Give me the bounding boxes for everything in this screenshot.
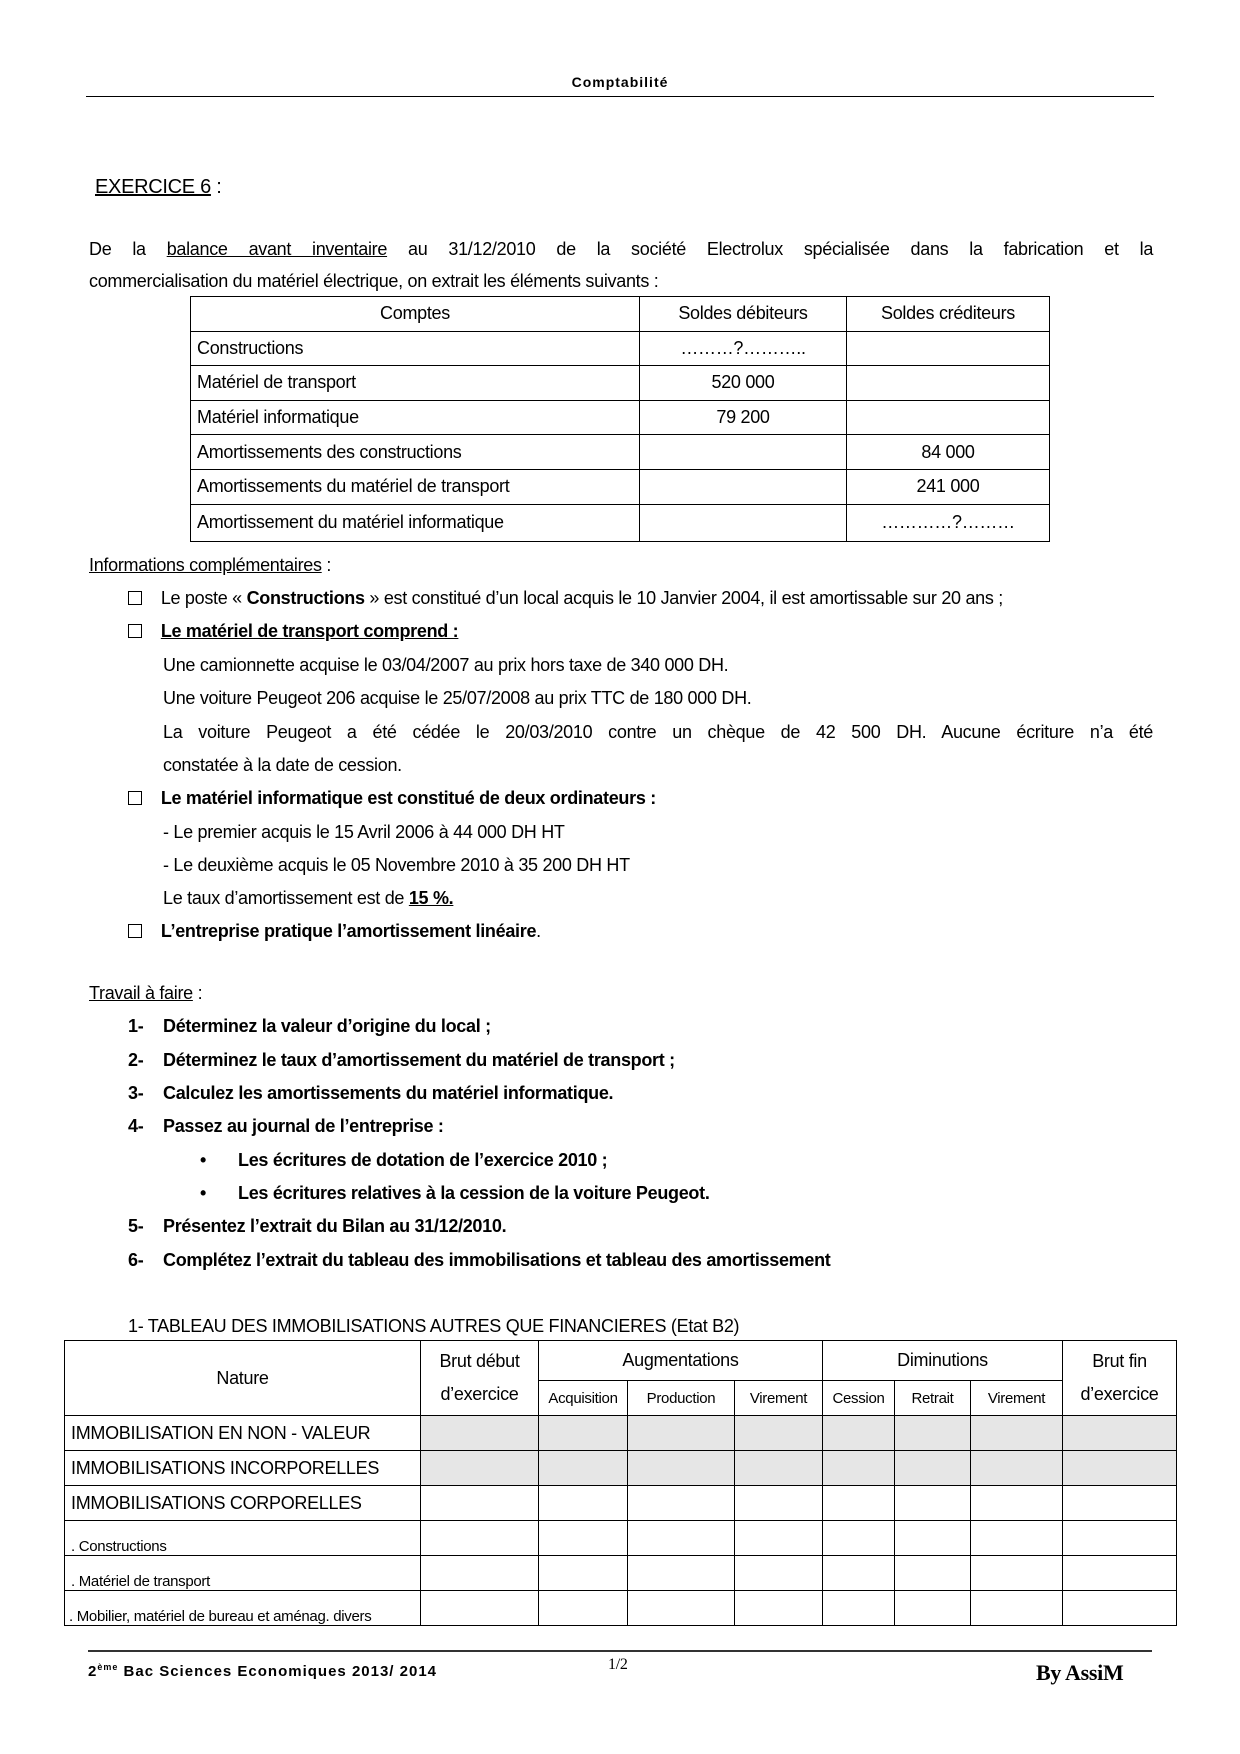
- info-line: Une voiture Peugeot 206 acquise le 25/07/2008 au prix TTC de 180 000 DH.: [163, 688, 752, 708]
- table-row: Amortissement du matériel informatique …………?………: [191, 504, 1050, 541]
- table-row: Constructions ………?………..: [191, 331, 1050, 366]
- work-item: 1- Déterminez la valeur d’origine du local ;: [128, 1016, 491, 1036]
- info-line: La voiture Peugeot a été cédée le 20/03/2010 contre un chèque de 42 500 DH. Aucune écriture n’a été: [163, 722, 1153, 742]
- table-row: Matériel informatique 79 200: [191, 400, 1050, 435]
- info-line: constatée à la date de cession.: [163, 755, 402, 775]
- table-row: . Constructions: [65, 1521, 1177, 1556]
- info-title: Informations complémentaires :: [89, 555, 332, 575]
- balance-table: [190, 296, 1050, 542]
- table-row: Amortissements du matériel de transport 241 000: [191, 469, 1050, 504]
- work-subitem: • Les écritures de dotation de l’exercice 2010 ;: [200, 1150, 608, 1170]
- info-bullet-1: Le poste « Constructions » est constitué d’un local acquis le 10 Janvier 2004, il est amortissable sur 20 ans ;: [128, 588, 1003, 609]
- author: By AssiM: [1036, 1660, 1124, 1685]
- header-rule: [86, 96, 1154, 97]
- work-item: 3- Calculez les amortissements du matériel informatique.: [128, 1083, 614, 1103]
- checkbox-icon: [128, 591, 142, 605]
- table-row: IMMOBILISATIONS INCORPORELLES: [65, 1451, 1177, 1486]
- intro-line-1: De la balance avant inventaire au 31/12/2010 de la société Electrolux spécialisée dans la fabrication et la: [89, 239, 1154, 259]
- table-header-row: Comptes Soldes débiteurs Soldes créditeurs: [191, 297, 1050, 332]
- immobilisations-table: Nature Brut début d’exercice Augmentations Diminutions Brut fin d’exercice Acquisition Production Virement Cession Retrait Virement IMMOBILISATION EN NON - VALEUR IMMOBILISATIONS INCORPORELLES IMMOBILISATIONS CORPORELLES . Constructions . Matériel de transport . Mobilier, matériel de bureau et aménag. divers: [64, 1340, 1177, 1626]
- info-bullet-4: L’entreprise pratique l’amortissement linéaire.: [128, 921, 541, 942]
- info-line: Le taux d’amortissement est de 15 %.: [163, 888, 454, 908]
- work-item: 6- Complétez l’extrait du tableau des immobilisations et tableau des amortissement: [128, 1250, 831, 1270]
- table-row: . Matériel de transport: [65, 1556, 1177, 1591]
- info-bullet-2: Le matériel de transport comprend :: [128, 621, 458, 642]
- info-line: Une camionnette acquise le 03/04/2007 au prix hors taxe de 340 000 DH.: [163, 655, 729, 675]
- footer-level: 2ème Bac Sciences Economiques 2013/ 2014: [88, 1662, 438, 1680]
- info-line: - Le deuxième acquis le 05 Novembre 2010 à 35 200 DH HT: [163, 855, 630, 875]
- footer-rule: [88, 1650, 1152, 1652]
- work-title: Travail à faire :: [89, 983, 203, 1003]
- checkbox-icon: [128, 624, 142, 638]
- intro-line-2: commercialisation du matériel électrique, on extrait les éléments suivants :: [89, 271, 659, 291]
- immo-table-title: 1- TABLEAU DES IMMOBILISATIONS AUTRES QUE FINANCIERES (Etat B2): [128, 1316, 740, 1336]
- header-title: Comptabilité: [571, 74, 669, 90]
- work-item: 2- Déterminez le taux d’amortissement du matériel de transport ;: [128, 1050, 675, 1070]
- table-row: . Mobilier, matériel de bureau et aménag. divers: [65, 1591, 1177, 1626]
- checkbox-icon: [128, 924, 142, 938]
- table-row: IMMOBILISATION EN NON - VALEUR: [65, 1416, 1177, 1451]
- exercise-title: EXERCICE 6 :: [95, 176, 222, 198]
- bullet-icon: •: [200, 1150, 207, 1170]
- bullet-icon: •: [200, 1183, 207, 1203]
- info-bullet-3: Le matériel informatique est constitué de deux ordinateurs :: [128, 788, 656, 809]
- work-item: 4- Passez au journal de l’entreprise :: [128, 1116, 444, 1136]
- info-line: - Le premier acquis le 15 Avril 2006 à 44 000 DH HT: [163, 822, 565, 842]
- work-subitem: • Les écritures relatives à la cession de la voiture Peugeot.: [200, 1183, 710, 1203]
- page-number: 1/2: [608, 1656, 628, 1673]
- table-row: Amortissements des constructions 84 000: [191, 435, 1050, 470]
- checkbox-icon: [128, 791, 142, 805]
- table-row: IMMOBILISATIONS CORPORELLES: [65, 1486, 1177, 1521]
- work-item: 5- Présentez l’extrait du Bilan au 31/12/2010.: [128, 1216, 507, 1236]
- table-row: Matériel de transport 520 000: [191, 366, 1050, 401]
